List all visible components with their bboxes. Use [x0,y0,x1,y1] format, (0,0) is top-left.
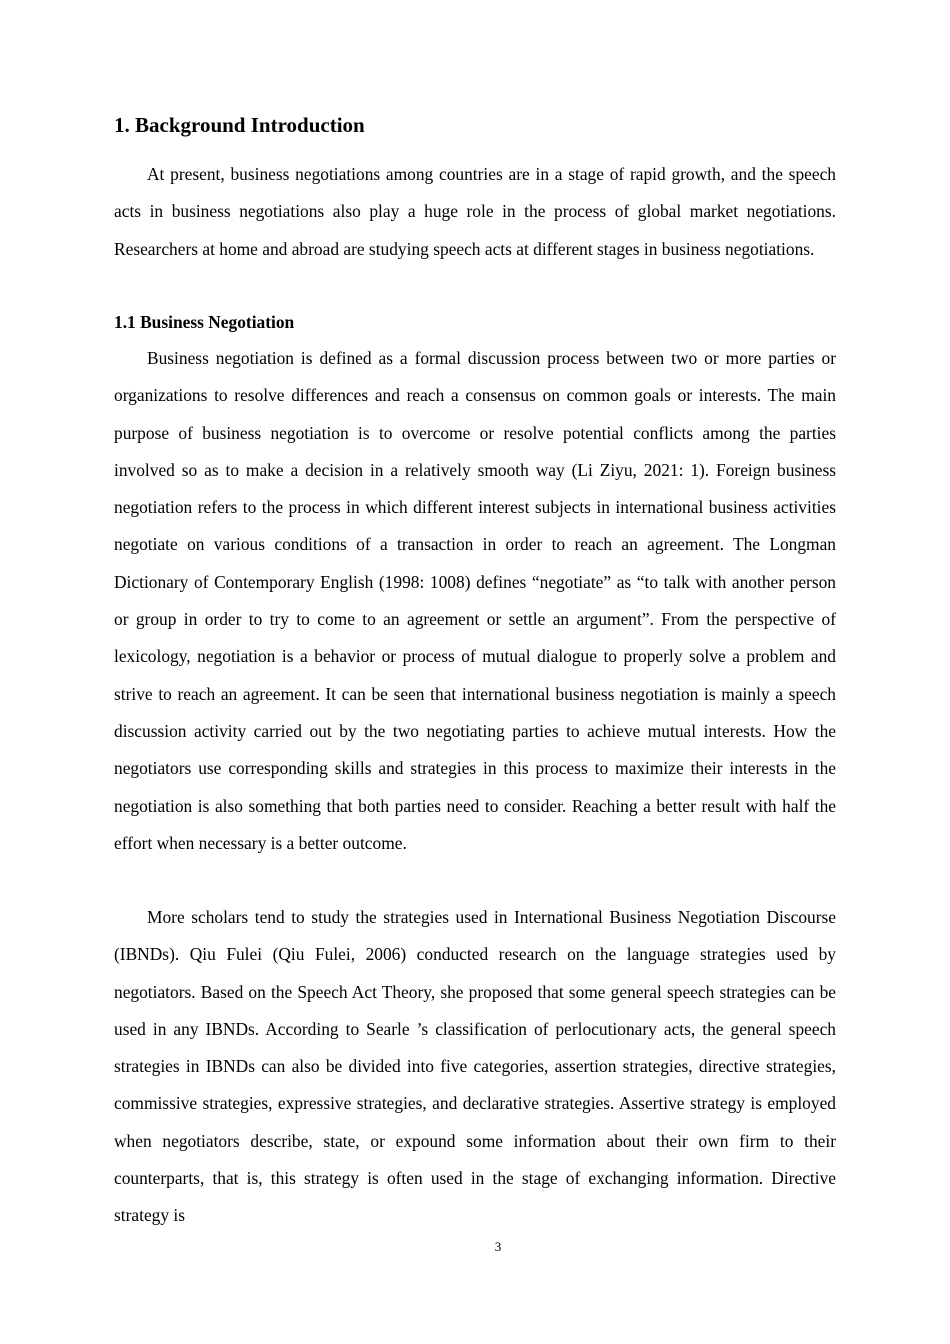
section-heading: 1. Background Introduction [114,113,365,137]
subsection-heading: 1.1 Business Negotiation [114,312,295,332]
body-paragraph-definition: Business negotiation is defined as a formal discussion process between two or more parties or organizations to resolve differences and reach a consensus on common goals or interests. The main purpose of business negotiation is to overcome or resolve potential conflicts among the parties involved so as to make a decision in a relatively smooth way (Li Ziyu, 2021: 1). Foreign business negotiation refers to the process in which different interest subjects in international business activities negotiate on various conditions of a transaction in order to reach an agreement. The Longman Dictionary of Contemporary English (1998: 1008) defines “negotiate” as “to talk with another person or group in order to try to come to an agreement or settle an argument”. From the perspective of lexicology, negotiation is a behavior or process of mutual dialogue to properly solve a problem and strive to reach an agreement. It can be seen that international business negotiation is mainly a speech discussion activity carried out by the two negotiating parties to achieve mutual interests. How the negotiators use corresponding skills and strategies in this process to maximize their interests in the negotiation is also something that both parties need to consider. Reaching a better result with half the effort when necessary is a better outcome. [114,348,836,853]
intro-paragraph: At present, business negotiations among countries are in a stage of rapid growth, and the speech acts in business negotiations also play a huge role in the process of global market negotiations. Researchers at home and abroad are studying speech acts at different stages in business negotiations. [114,164,836,259]
body-paragraph-strategies: More scholars tend to study the strategies used in International Business Negotiation Discourse (IBNDs). Qiu Fulei (Qiu Fulei, 2006) conducted research on the language strategies used by negotiators. Based on the Speech Act Theory, she proposed that some general speech strategies can be used in any IBNDs. According to Searle ’s classification of perlocutionary acts, the general speech strategies in IBNDs can also be divided into five categories, assertion strategies, directive strategies, commissive strategies, expressive strategies, and declarative strategies. Assertive strategy is employed when negotiators describe, state, or expound some information about their own firm to their counterparts, that is, this strategy is often used in the stage of exchanging information. Directive strategy is [114,907,836,1226]
page-number: 3 [494,1239,502,1254]
